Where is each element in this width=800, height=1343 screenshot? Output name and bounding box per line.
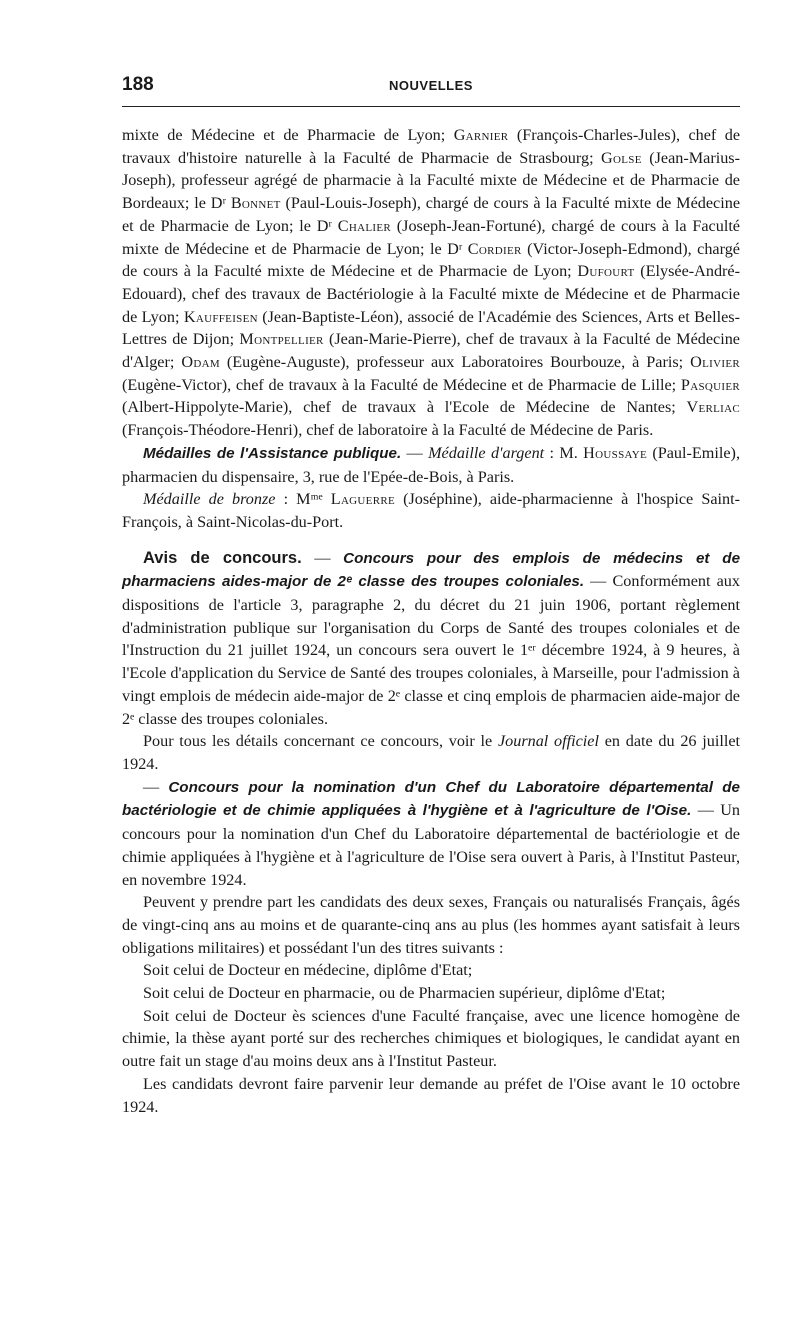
paragraph-docteur-medecine: Soit celui de Docteur en médecine, diplôme d'Etat; (143, 961, 473, 980)
paragraph-journal-officiel: Pour tous les détails concernant ce concours, voir le Journal officiel en date du 26 juillet 1924. (122, 732, 741, 773)
paragraph-avis-concours: Avis de concours. — Concours pour des emplois de médecins et de pharmaciens aides-major de 2ᵉ classe des troupes coloniales. — Conformément aux dispositions de l'article 3, paragraphe 2, du décret du 21 juin 1906, portant règlement d'administration publique sur l'organisation du Corps de Santé des troupes coloniales et de l'Instruction du 21 juillet 1924, un concours sera ouvert le 1ᵉʳ décembre 1924, à 9 heures, à l'Ecole d'application du Service de Santé des troupes coloniales, à Marseille, pour l'admission à vingt emplois de médecin aide-major de 2ᵉ classe et cinq emplois de pharmacien aide-major de 2ᵉ classe des troupes coloniales. (122, 548, 741, 728)
page-header (122, 74, 740, 98)
running-head: NOUVELLES (389, 78, 473, 93)
paragraph-silver-medal: Médailles de l'Assistance publique. — Médaille d'argent : M. Houssaye (Paul-Emile), pharmacien du dispensaire, 3, rue de l'Epée-de-Bois, à Paris. (122, 443, 740, 486)
paragraph-concours-oise: — Concours pour la nomination d'un Chef du Laboratoire départemental de bactériologie et de chimie appliquées à l'hygiène et à l'agriculture de l'Oise. — Un concours pour la nomination d'un Chef du Laboratoire départemental de bactériologie et de chimie appliquées à l'hygiène et à l'agriculture de l'Oise sera ouvert à Paris, à l'Institut Pasteur, en novembre 1924. (122, 777, 740, 889)
paragraph-docteur-sciences: Soit celui de Docteur ès sciences d'une Faculté française, avec une licence homogène de chimie, la thèse ayant porté sur des recherches chimiques et biologiques, le candidat ayant en outre fait un stage d'au moins deux ans à l'Institut Pasteur. (122, 1006, 740, 1071)
header-rule (122, 106, 740, 107)
paragraph-docteur-pharmacie: Soit celui de Docteur en pharmacie, ou de Pharmacien supérieur, diplôme d'Etat; (143, 984, 666, 1003)
paragraph-awards-list: mixte de Médecine et de Pharmacie de Lyon; Garnier (François-Charles-Jules), chef de travaux d'histoire naturelle à la Faculté de Pharmacie de Strasbourg; Golse (Jean-Marius-Joseph), professeur agrégé de pharmacie à la Faculté mixte de Médecine et de Pharmacie de Bordeaux; le Dʳ Bonnet (Paul-Louis-Joseph), chargé de cours à la Faculté mixte de Médecine et de Pharmacie de Lyon; le Dʳ Chalier (Joseph-Jean-Fortuné), chargé de cours à la Faculté mixte de Médecine et de Pharmacie de Lyon; le Dʳ Cordier (Victor-Joseph-Edmond), chargé de cours à la Faculté mixte de Médecine et de Pharmacie de Lyon; Dufourt (Elysée-André-Edouard), chef des travaux de Bactériologie à la Faculté mixte de Médecine et de Pharmacie de Lyon; Kauffeisen (Jean-Baptiste-Léon), associé de l'Académie des Sciences, Arts et Belles-Lettres de Dijon; Montpellier (Jean-Marie-Pierre), chef de travaux à la Faculté de Médecine d'Alger; Odam (Eugène-Auguste), professeur aux Laboratoires Bourbouze, à Paris; Olivier (Eugène-Victor), chef de travaux à la Faculté de Médecine et de Pharmacie de Lille; Pasquier (Albert-Hippolyte-Marie), chef de travaux à l'Ecole de Médecine de Nantes; Verliac (François-Théodore-Henri), chef de laboratoire à la Faculté de Médecine de Paris. (122, 126, 741, 440)
paragraph-bronze-medal: Médaille de bronze : Mᵐᵉ Laguerre (Joséphine), aide-pharmacienne à l'hospice Saint-François, à Saint-Nicolas-du-Port. (122, 490, 741, 531)
body-text (122, 124, 740, 1118)
paragraph-candidats: Peuvent y prendre part les candidats des deux sexes, Français ou naturalisés Français, âgés de vingt-cinq ans au moins et de quarante-cinq ans au plus (les hommes ayant satisfait à leurs obligations militaires) et possédant l'un des titres suivants : (122, 893, 740, 957)
page-number: 188 (122, 74, 154, 95)
paragraph-demande: Les candidats devront faire parvenir leur demande au préfet de l'Oise avant le 10 octobre 1924. (122, 1074, 740, 1116)
